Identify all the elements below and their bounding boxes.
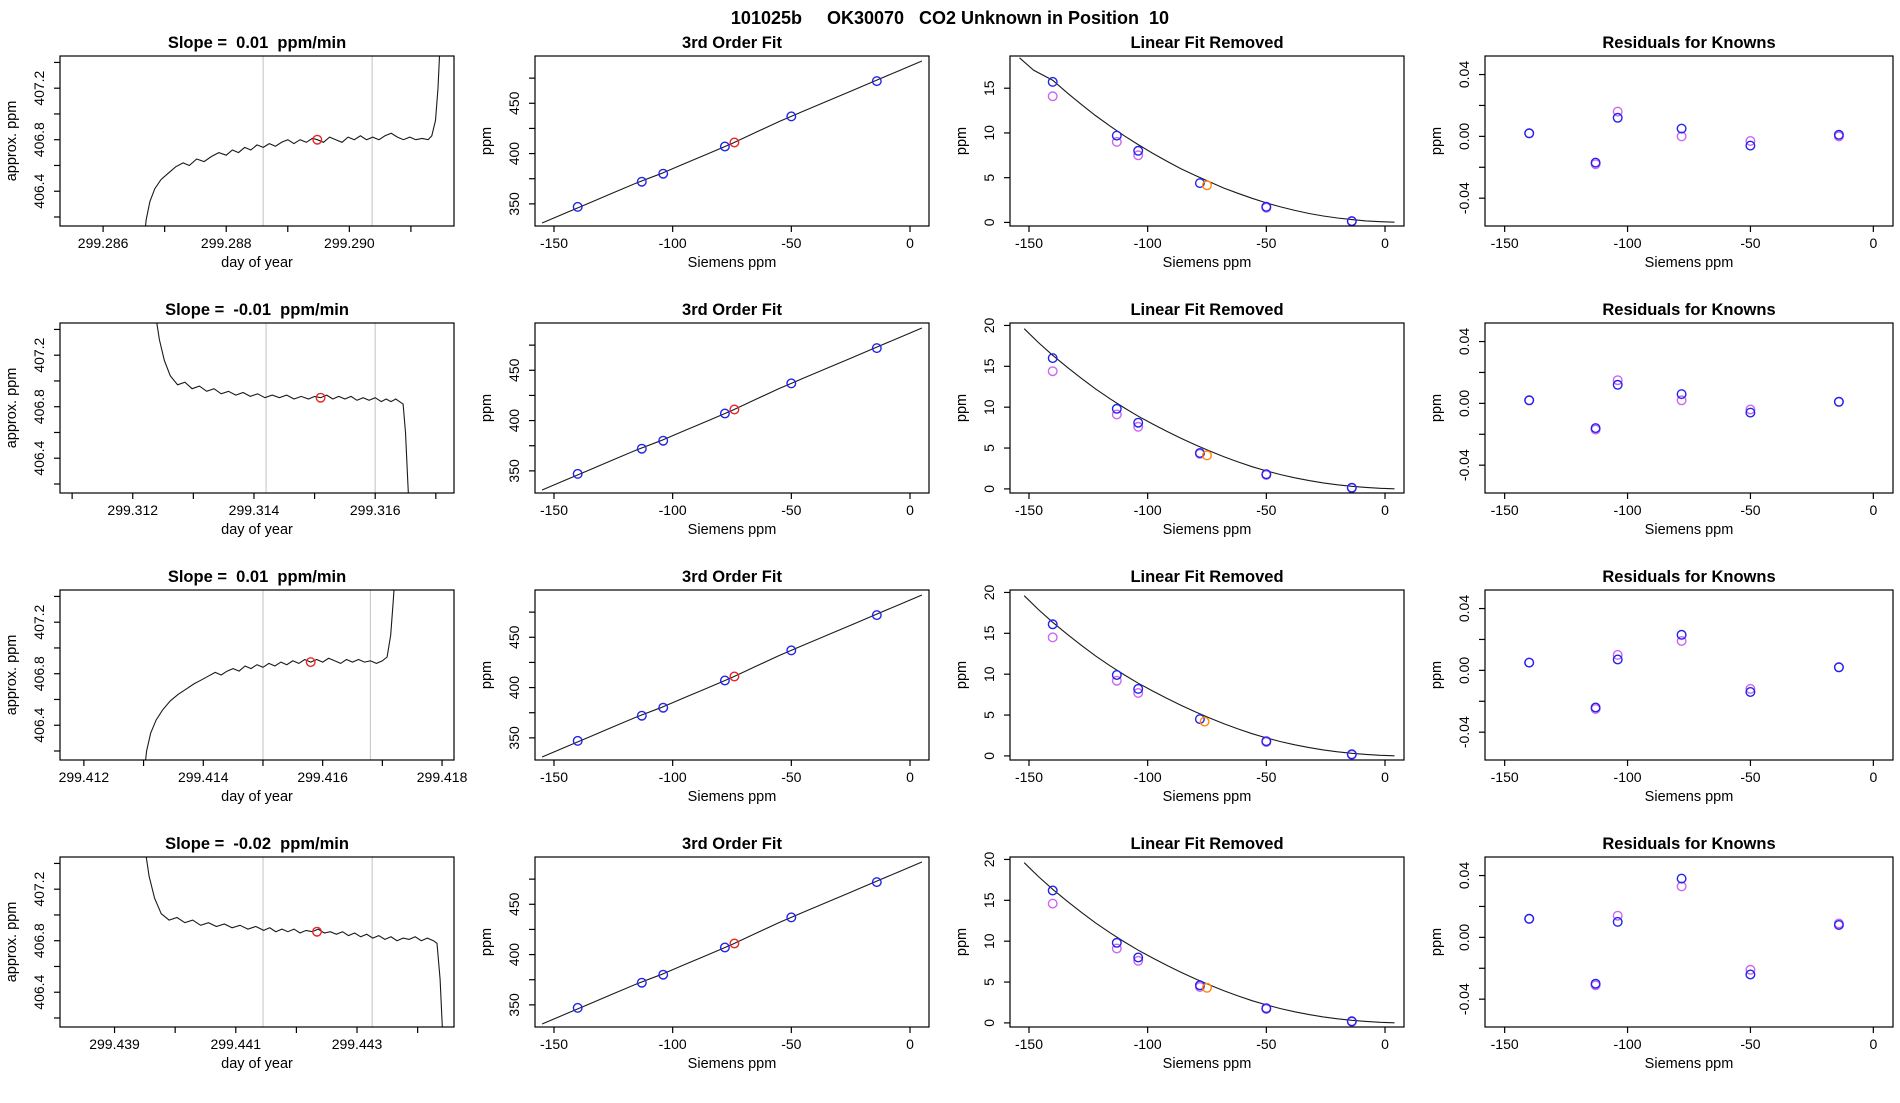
data-point-blue (1525, 915, 1534, 924)
x-tick-label: -100 (1613, 1036, 1642, 1052)
x-tick-label: -50 (1256, 1036, 1277, 1052)
y-axis (1429, 595, 1485, 748)
x-tick-label: 299.443 (331, 1036, 383, 1052)
chart-cell-linear-fit-removed-r1 (950, 30, 1425, 297)
data-point-blue (1835, 663, 1844, 672)
fit-curve (542, 328, 922, 490)
x-tick-label: -100 (1613, 502, 1642, 518)
x-axis (540, 493, 914, 538)
x-axis (1015, 226, 1389, 271)
plot-box (1485, 857, 1893, 1027)
plot-box (1010, 56, 1404, 226)
x-axis-label: Siemens ppm (1644, 1056, 1734, 1072)
x-tick-label: -150 (1014, 1036, 1044, 1052)
y-tick-label: 10 (981, 125, 997, 141)
chart-title: Residuals for Knowns (1602, 835, 1776, 853)
y-tick-label: 400 (506, 141, 522, 166)
data-point-blue (1525, 129, 1534, 138)
data-point-blue (1348, 217, 1357, 226)
y-tick-label: 406.4 (31, 974, 47, 1010)
chart-title: 3rd Order Fit (682, 568, 782, 586)
data-point-magenta (1048, 367, 1057, 376)
x-tick-label: -150 (539, 502, 569, 518)
y-tick-label: 0.00 (1456, 656, 1472, 685)
y-tick-label: 450 (506, 91, 522, 115)
chart-title: Residuals for Knowns (1602, 34, 1776, 52)
y-tick-label: -0.04 (1456, 983, 1472, 1016)
fit-curve (542, 61, 922, 223)
plot-box (1485, 56, 1893, 226)
chart-linear-fit-removed-r1 (950, 30, 1425, 297)
y-tick-label: 0.00 (1456, 122, 1472, 151)
data-point-blue (1677, 631, 1686, 640)
y-axis (954, 852, 1010, 1027)
y-tick-label: 0 (981, 752, 997, 760)
chart-3rd-order-fit-r4 (475, 831, 950, 1098)
fit-curve (542, 595, 922, 757)
x-tick-label: -50 (781, 502, 802, 518)
chart-title: Linear Fit Removed (1130, 34, 1284, 52)
plot-grid (0, 30, 1900, 1098)
y-tick-label: 5 (981, 444, 997, 452)
data-point-blue (1113, 939, 1122, 948)
y-tick-label: 400 (506, 408, 522, 433)
y-axis-label: ppm (479, 393, 495, 423)
x-axis (1491, 760, 1878, 805)
x-tick-label: -100 (1613, 235, 1642, 251)
y-tick-label: 10 (981, 666, 997, 682)
y-tick-label: 406.8 (31, 389, 47, 425)
data-point-blue (1525, 396, 1534, 405)
data-point-magenta (1048, 92, 1057, 101)
x-tick-label: -100 (1133, 1036, 1162, 1052)
y-tick-label: -0.04 (1456, 449, 1472, 482)
x-tick-label: -150 (1014, 769, 1044, 785)
y-axis (479, 612, 535, 749)
y-axis-label: ppm (479, 126, 495, 156)
data-point-blue (1048, 886, 1057, 895)
chart-3rd-order-fit-r1 (475, 30, 950, 297)
x-tick-label: 299.288 (200, 235, 252, 251)
x-tick-label: 299.312 (107, 502, 159, 518)
y-tick-label: 406.4 (31, 440, 47, 476)
data-point-blue (1113, 131, 1122, 140)
y-tick-label: 450 (506, 625, 522, 649)
chart-slope-timeseries-r3 (0, 564, 475, 831)
page-title: 101025b OK30070 CO2 Unknown in Position 10 (730, 8, 1170, 28)
y-tick-label: 350 (506, 726, 522, 750)
x-tick-label: -100 (658, 1036, 687, 1052)
chart-cell-3rd-order-fit-r2 (475, 297, 950, 564)
chart-linear-fit-removed-r2 (950, 297, 1425, 564)
y-tick-label: 5 (981, 173, 997, 182)
x-tick-label: 299.416 (297, 769, 348, 785)
x-tick-label: 299.314 (228, 502, 280, 518)
x-tick-label: 0 (1381, 502, 1389, 518)
y-tick-label: 407.2 (31, 604, 47, 640)
x-axis-label: Siemens ppm (1162, 1056, 1252, 1072)
chart-cell-residuals-r2 (1425, 297, 1900, 564)
plot-box (60, 857, 454, 1027)
chart-cell-slope-r1 (0, 30, 475, 297)
y-tick-label: 0 (981, 1019, 997, 1027)
x-axis (78, 226, 411, 271)
x-tick-label: -100 (1133, 235, 1162, 251)
y-axis-label: ppm (1429, 927, 1445, 957)
y-tick-label: 10 (981, 399, 997, 415)
x-tick-label: 299.414 (177, 769, 229, 785)
fit-curve (1024, 329, 1394, 489)
chart-residuals-r4 (1425, 831, 1900, 1098)
chart-cell-3rd-order-fit-r4 (475, 831, 950, 1098)
x-tick-label: 0 (1869, 1036, 1878, 1052)
y-tick-label: 406.8 (31, 122, 47, 158)
y-tick-label: 0.00 (1456, 923, 1472, 952)
y-axis-label: ppm (479, 927, 495, 957)
data-point-blue (1348, 750, 1357, 759)
x-axis-label: Siemens ppm (1644, 789, 1734, 805)
data-point-blue (1048, 78, 1057, 87)
x-tick-label: 0 (1381, 1036, 1389, 1052)
chart-title: Slope = 0.01 ppm/min (167, 34, 347, 52)
x-axis (1015, 760, 1389, 805)
x-axis (540, 760, 914, 805)
x-tick-label: -100 (658, 502, 687, 518)
chart-linear-fit-removed-r4 (950, 831, 1425, 1098)
x-tick-label: 299.316 (349, 502, 401, 518)
x-axis-label: Siemens ppm (687, 789, 777, 805)
x-tick-label: -50 (1740, 769, 1761, 785)
y-tick-label: 0.04 (1456, 594, 1472, 623)
plot-box (60, 323, 454, 493)
y-tick-label: 406.8 (31, 656, 47, 692)
data-point-blue (1348, 1017, 1357, 1026)
x-axis (89, 1027, 417, 1072)
data-point-red (313, 927, 322, 936)
plot-box (1485, 590, 1893, 760)
y-axis (4, 596, 60, 751)
y-tick-label: 400 (506, 675, 522, 700)
chart-title: 3rd Order Fit (682, 301, 782, 319)
y-axis (1429, 328, 1485, 481)
y-axis (4, 62, 60, 217)
y-tick-label: 20 (981, 851, 997, 868)
y-tick-label: 0.00 (1456, 389, 1472, 418)
y-tick-label: 350 (506, 993, 522, 1017)
y-tick-label: 20 (981, 317, 997, 334)
x-tick-label: -50 (1740, 235, 1761, 251)
x-tick-label: 299.439 (89, 1036, 140, 1052)
chart-title: Linear Fit Removed (1130, 568, 1284, 586)
chart-title: Residuals for Knowns (1602, 301, 1776, 319)
y-tick-label: 10 (981, 933, 997, 949)
y-axis-label: approx. ppm (4, 901, 20, 983)
data-point-magenta (1048, 633, 1057, 642)
chart-slope-timeseries-r1 (0, 30, 475, 297)
y-tick-label: 0 (981, 485, 997, 493)
y-axis-label: ppm (1429, 126, 1445, 156)
x-tick-label: 0 (906, 235, 914, 251)
x-tick-label: 0 (1381, 769, 1389, 785)
chart-residuals-r3 (1425, 564, 1900, 831)
y-tick-label: -0.04 (1456, 716, 1472, 749)
signal-curve (145, 848, 444, 1063)
chart-3rd-order-fit-r3 (475, 564, 950, 831)
x-tick-label: 299.441 (210, 1036, 262, 1052)
x-axis-label: Siemens ppm (1162, 522, 1252, 538)
chart-title: Slope = -0.02 ppm/min (165, 835, 349, 853)
y-axis (954, 585, 1010, 760)
data-point-blue (1113, 405, 1122, 414)
x-tick-label: -150 (539, 1036, 569, 1052)
y-tick-label: 350 (506, 192, 522, 216)
x-tick-label: 0 (906, 1036, 914, 1052)
y-tick-label: 0.04 (1456, 327, 1472, 356)
data-point-blue (1613, 114, 1622, 123)
plot-box (1485, 323, 1893, 493)
x-tick-label: -150 (539, 769, 569, 785)
x-tick-label: -150 (1014, 502, 1044, 518)
chart-cell-linear-fit-removed-r2 (950, 297, 1425, 564)
x-axis-label: day of year (221, 522, 293, 538)
y-tick-label: 406.4 (31, 707, 47, 743)
fit-curve (1024, 863, 1394, 1023)
chart-title: Slope = 0.01 ppm/min (167, 568, 347, 586)
x-axis-label: Siemens ppm (1644, 255, 1734, 271)
x-tick-label: -50 (781, 235, 802, 251)
y-axis-label: ppm (1429, 393, 1445, 423)
x-tick-label: 0 (1869, 235, 1878, 251)
chart-slope-timeseries-r4 (0, 831, 475, 1098)
plot-box (60, 590, 454, 760)
x-tick-label: -50 (1256, 502, 1277, 518)
data-point-blue (1113, 671, 1122, 680)
signal-curve (143, 50, 440, 250)
chart-cell-slope-r3 (0, 564, 475, 831)
x-axis-label: day of year (221, 255, 293, 271)
x-axis-label: Siemens ppm (1162, 255, 1252, 271)
y-axis-label: ppm (1429, 660, 1445, 690)
chart-title: 3rd Order Fit (682, 34, 782, 52)
data-point-magenta (1048, 899, 1057, 908)
x-axis (1491, 493, 1878, 538)
x-tick-label: -50 (1256, 769, 1277, 785)
y-tick-label: 407.2 (31, 871, 47, 907)
chart-residuals-r1 (1425, 30, 1900, 297)
x-tick-label: -100 (1613, 769, 1642, 785)
x-tick-label: -50 (781, 1036, 802, 1052)
chart-cell-residuals-r1 (1425, 30, 1900, 297)
data-point-blue (1835, 398, 1844, 407)
x-axis (1015, 1027, 1389, 1072)
x-tick-label: -150 (1490, 769, 1519, 785)
x-tick-label: -50 (1740, 502, 1761, 518)
chart-residuals-r2 (1425, 297, 1900, 564)
chart-title: Linear Fit Removed (1130, 301, 1284, 319)
plot-box (1010, 857, 1404, 1027)
fit-curve (1024, 596, 1394, 756)
plot-box (60, 56, 454, 226)
x-axis (1491, 226, 1878, 271)
chart-cell-linear-fit-removed-r4 (950, 831, 1425, 1098)
y-axis-label: ppm (479, 660, 495, 690)
x-axis (540, 1027, 914, 1072)
y-axis-label: approx. ppm (4, 100, 20, 182)
chart-title: Residuals for Knowns (1602, 568, 1776, 586)
y-axis (954, 318, 1010, 493)
plot-box (1010, 323, 1404, 493)
chart-cell-slope-r2 (0, 297, 475, 564)
y-tick-label: 15 (981, 358, 997, 375)
x-tick-label: 299.286 (77, 235, 129, 251)
chart-cell-linear-fit-removed-r3 (950, 564, 1425, 831)
y-tick-label: 406.8 (31, 923, 47, 959)
y-axis (479, 78, 535, 215)
x-tick-label: -150 (1490, 235, 1519, 251)
y-axis (479, 345, 535, 482)
x-axis (59, 760, 468, 805)
x-axis (1015, 493, 1389, 538)
x-tick-label: 0 (1869, 502, 1878, 518)
x-tick-label: -150 (1014, 235, 1044, 251)
chart-title: Slope = -0.01 ppm/min (165, 301, 349, 319)
x-tick-label: -150 (1490, 502, 1519, 518)
x-tick-label: 0 (906, 502, 914, 518)
y-tick-label: 15 (981, 80, 997, 96)
y-tick-label: 0 (981, 218, 997, 227)
y-tick-label: 450 (506, 358, 522, 382)
x-tick-label: -50 (1740, 1036, 1761, 1052)
x-tick-label: 0 (1381, 235, 1389, 251)
y-axis (479, 879, 535, 1016)
y-tick-label: 350 (506, 459, 522, 483)
chart-linear-fit-removed-r3 (950, 564, 1425, 831)
fit-curve (542, 862, 922, 1024)
chart-cell-residuals-r3 (1425, 564, 1900, 831)
x-tick-label: 0 (906, 769, 914, 785)
x-axis-label: Siemens ppm (687, 1056, 777, 1072)
chart-cell-slope-r4 (0, 831, 475, 1098)
x-axis (72, 493, 436, 538)
y-tick-label: 450 (506, 892, 522, 916)
signal-curve (156, 317, 410, 523)
data-point-blue (1348, 483, 1357, 492)
fit-curve (1020, 58, 1395, 222)
x-axis-label: Siemens ppm (687, 522, 777, 538)
chart-title: Linear Fit Removed (1130, 835, 1284, 853)
y-tick-label: 5 (981, 711, 997, 719)
y-tick-label: 15 (981, 892, 997, 909)
chart-cell-residuals-r4 (1425, 831, 1900, 1098)
x-axis-label: day of year (221, 1056, 293, 1072)
y-axis-label: ppm (954, 393, 970, 423)
y-tick-label: 407.2 (31, 337, 47, 373)
x-tick-label: -100 (1133, 502, 1162, 518)
x-tick-label: -100 (658, 235, 687, 251)
y-tick-label: 15 (981, 625, 997, 642)
x-tick-label: -100 (658, 769, 687, 785)
chart-title: 3rd Order Fit (682, 835, 782, 853)
y-tick-label: 0.04 (1456, 861, 1472, 890)
x-tick-label: 299.418 (416, 769, 468, 785)
x-axis (540, 226, 914, 271)
y-axis-label: ppm (954, 126, 970, 156)
data-point-blue (1525, 658, 1534, 667)
x-tick-label: -150 (539, 235, 569, 251)
y-axis-label: approx. ppm (4, 634, 20, 716)
x-axis-label: Siemens ppm (1162, 789, 1252, 805)
y-axis (4, 329, 60, 484)
x-tick-label: -50 (781, 769, 802, 785)
y-axis (4, 863, 60, 1018)
x-tick-label: -50 (1256, 235, 1277, 251)
chart-slope-timeseries-r2 (0, 297, 475, 564)
x-tick-label: -150 (1490, 1036, 1519, 1052)
x-tick-label: 299.412 (58, 769, 110, 785)
y-tick-label: 20 (981, 584, 997, 601)
x-tick-label: -100 (1133, 769, 1162, 785)
y-tick-label: -0.04 (1456, 182, 1472, 215)
x-tick-label: 299.290 (324, 235, 375, 251)
y-tick-label: 406.4 (31, 173, 47, 209)
x-tick-label: 0 (1869, 769, 1878, 785)
y-tick-label: 5 (981, 978, 997, 986)
chart-cell-3rd-order-fit-r3 (475, 564, 950, 831)
y-axis-label: ppm (954, 927, 970, 957)
x-axis (1491, 1027, 1878, 1072)
y-tick-label: 400 (506, 942, 522, 967)
y-axis-label: approx. ppm (4, 367, 20, 449)
plot-box (1010, 590, 1404, 760)
y-axis (954, 80, 1010, 226)
data-point-blue (1613, 918, 1622, 927)
chart-3rd-order-fit-r2 (475, 297, 950, 564)
x-axis-label: Siemens ppm (1644, 522, 1734, 538)
y-axis (1429, 61, 1485, 214)
x-axis-label: day of year (221, 789, 293, 805)
y-tick-label: 0.04 (1456, 60, 1472, 89)
x-axis-label: Siemens ppm (687, 255, 777, 271)
data-point-blue (1677, 390, 1686, 399)
chart-cell-3rd-order-fit-r1 (475, 30, 950, 297)
y-axis (1429, 862, 1485, 1015)
y-tick-label: 407.2 (31, 70, 47, 106)
y-axis-label: ppm (954, 660, 970, 690)
signal-curve (143, 577, 395, 783)
